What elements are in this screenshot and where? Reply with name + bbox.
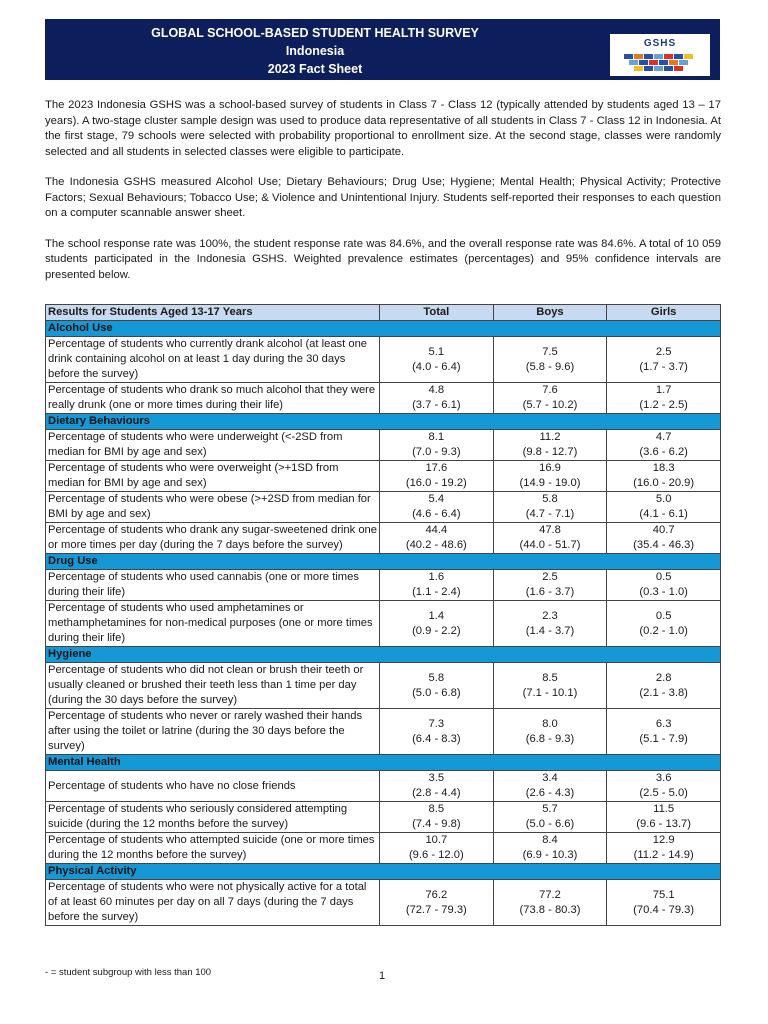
section-row — [46, 755, 721, 771]
table-row — [46, 492, 721, 523]
total-cell — [380, 383, 494, 414]
girls-value: 75.1 — [652, 888, 675, 901]
girls-value: 1.7 — [655, 384, 672, 396]
question-cell: Percentage of students who never or rarely washed their hands after using the toilet or latrine (during the 30 days before the survey) — [46, 709, 380, 755]
boys-value: 77.2 — [539, 888, 561, 901]
girls-value: 40.7 — [652, 524, 675, 536]
intro-paragraph-topics: The Indonesia GSHS measured Alcohol Use; Dietary Behaviours; Drug Use; Hygiene; Mental Health; Physical Activity; Protective Factors; Sexual Behaviours; Tobacco Use; & Violence and Unintentional Injury. Students self-reported their responses to each question on a computer scannable answer sheet. — [45, 176, 721, 219]
boys-cell — [493, 771, 607, 802]
boys-confidence-interval: (5.0 - 6.6) — [525, 818, 575, 830]
total-confidence-interval: (2.8 - 4.4) — [412, 787, 461, 799]
total-confidence-interval: (9.6 - 12.0) — [408, 849, 464, 861]
boys-cell — [493, 570, 607, 601]
total-cell — [380, 771, 494, 802]
column-header-boys: Boys — [493, 305, 607, 321]
fact-sheet-year: 2023 Fact Sheet — [267, 62, 363, 76]
boys-confidence-interval: (6.8 - 9.3) — [525, 732, 575, 745]
total-cell — [380, 601, 494, 647]
question-cell: Percentage of students who did not clean or brush their teeth or usually cleaned or brushed their teeth less than 1 time per day (during the 30 days before the survey) — [46, 663, 380, 709]
girls-confidence-interval: (1.2 - 2.5) — [639, 399, 688, 411]
table-row — [46, 601, 721, 647]
boys-confidence-interval: (1.6 - 3.7) — [525, 586, 575, 598]
table-row — [46, 771, 721, 802]
intro-text — [45, 98, 721, 298]
total-value: 76.2 — [425, 888, 448, 901]
girls-confidence-interval: (2.1 - 3.8) — [639, 686, 688, 699]
girls-value: 0.5 — [655, 609, 672, 622]
girls-value: 11.5 — [653, 803, 675, 815]
girls-confidence-interval: (2.5 - 5.0) — [639, 787, 688, 799]
total-value: 1.6 — [428, 571, 445, 583]
logo-graphic-icon — [610, 34, 710, 76]
total-cell — [380, 663, 494, 709]
table-row — [46, 430, 721, 461]
total-value: 17.6 — [425, 462, 448, 474]
girls-confidence-interval: (70.4 - 79.3) — [633, 903, 695, 916]
boys-cell — [493, 430, 607, 461]
intro-paragraph-design: The 2023 Indonesia GSHS was a school-based survey of students in Class 7 - Class 12 (typically attended by students aged 13 – 17 years). A two-stage cluster sample design was used to produce data representative of all students in Class 7 - Class 12 in Indonesia. At the first stage, 79 schools were selected with probability proportional to enrollment size. At the second stage, classes were randomly selected and all students in selected classes were eligible to participate. — [45, 99, 721, 158]
total-cell — [380, 570, 494, 601]
total-confidence-interval: (0.9 - 2.2) — [412, 624, 461, 637]
question-cell: Percentage of students who currently drank alcohol (at least one drink containing alcohol on at least 1 day during the 30 days before the survey) — [46, 337, 380, 383]
girls-cell — [607, 492, 721, 523]
total-confidence-interval: (7.0 - 9.3) — [412, 446, 461, 458]
boys-value: 16.9 — [539, 462, 561, 474]
table-row — [46, 570, 721, 601]
girls-value: 0.5 — [655, 571, 672, 583]
total-cell — [380, 430, 494, 461]
question-cell: Percentage of students who attempted suicide (one or more times during the 12 months before the survey) — [46, 833, 380, 864]
boys-value: 3.4 — [542, 772, 558, 784]
girls-confidence-interval: (16.0 - 20.9) — [633, 477, 695, 489]
gshs-logo — [610, 34, 710, 76]
boys-cell — [493, 833, 607, 864]
boys-confidence-interval: (14.9 - 19.0) — [519, 477, 581, 489]
girls-cell — [607, 601, 721, 647]
total-confidence-interval: (40.2 - 48.6) — [405, 539, 467, 551]
boys-cell — [493, 663, 607, 709]
girls-cell — [607, 771, 721, 802]
boys-confidence-interval: (5.8 - 9.6) — [525, 360, 575, 373]
boys-cell — [493, 523, 607, 554]
total-value: 4.8 — [428, 384, 445, 396]
section-title: Hygiene — [46, 647, 721, 663]
girls-cell — [607, 337, 721, 383]
boys-value: 5.8 — [542, 493, 558, 505]
boys-value: 7.6 — [542, 384, 558, 396]
girls-confidence-interval: (11.2 - 14.9) — [633, 849, 694, 861]
total-value: 5.1 — [428, 345, 445, 358]
total-value: 5.8 — [428, 671, 445, 684]
total-value: 8.1 — [428, 431, 445, 443]
section-title: Alcohol Use — [46, 321, 721, 337]
boys-confidence-interval: (2.6 - 4.3) — [525, 787, 575, 799]
total-confidence-interval: (7.4 - 9.8) — [412, 818, 461, 830]
footnote: - = student subgroup with less than 100 — [45, 967, 212, 978]
table-row — [46, 802, 721, 833]
total-value: 3.5 — [428, 772, 445, 784]
girls-cell — [607, 663, 721, 709]
column-header-girls: Girls — [607, 305, 721, 321]
girls-confidence-interval: (4.1 - 6.1) — [639, 508, 688, 520]
total-confidence-interval: (16.0 - 19.2) — [405, 477, 467, 489]
results-table — [45, 304, 721, 926]
boys-confidence-interval: (44.0 - 51.7) — [519, 539, 581, 551]
boys-value: 2.3 — [542, 609, 558, 622]
section-row — [46, 647, 721, 663]
girls-value: 3.6 — [655, 772, 672, 784]
question-cell: Percentage of students who were underweight (<-2SD from median for BMI by age and sex) — [46, 430, 380, 461]
section-row — [46, 864, 721, 880]
header-banner — [45, 19, 720, 80]
total-confidence-interval: (6.4 - 8.3) — [412, 732, 461, 745]
table-row — [46, 833, 721, 864]
intro-paragraph-response: The school response rate was 100%, the student response rate was 84.6%, and the overall response rate was 84.6%. A total of 10 059 students participated in the Indonesia GSHS. Weighted prevalence estimates (percentages) and 95% confidence intervals are presented below. — [45, 237, 721, 281]
boys-cell — [493, 337, 607, 383]
boys-confidence-interval: (1.4 - 3.7) — [525, 624, 575, 637]
total-cell — [380, 802, 494, 833]
total-value: 5.4 — [428, 493, 445, 505]
girls-confidence-interval: (0.2 - 1.0) — [639, 624, 688, 637]
table-row — [46, 880, 721, 926]
girls-cell — [607, 833, 721, 864]
girls-confidence-interval: (5.1 - 7.9) — [639, 732, 688, 745]
total-cell — [380, 880, 494, 926]
total-cell — [380, 523, 494, 554]
boys-value: 8.4 — [542, 834, 558, 846]
girls-cell — [607, 383, 721, 414]
girls-cell — [607, 430, 721, 461]
girls-cell — [607, 461, 721, 492]
girls-confidence-interval: (3.6 - 6.2) — [639, 446, 688, 458]
boys-confidence-interval: (6.9 - 10.3) — [522, 849, 578, 861]
gshs-logo-text: GSHS — [643, 38, 677, 49]
girls-cell — [607, 880, 721, 926]
total-cell — [380, 833, 494, 864]
table-row — [46, 523, 721, 554]
question-cell: Percentage of students who were not physically active for a total of at least 60 minutes per day on all 7 days (during the 7 days before the survey) — [46, 880, 380, 926]
question-cell: Percentage of students who used amphetamines or methamphetamines for non-medical purposes (one or more times during their life) — [46, 601, 380, 647]
page-number: 1 — [379, 970, 386, 982]
total-confidence-interval: (72.7 - 79.3) — [405, 903, 467, 916]
column-header-question: Results for Students Aged 13-17 Years — [46, 305, 380, 321]
boys-confidence-interval: (73.8 - 80.3) — [519, 903, 581, 916]
section-title: Mental Health — [46, 755, 721, 771]
total-confidence-interval: (3.7 - 6.1) — [412, 399, 461, 411]
boys-value: 47.8 — [539, 524, 561, 536]
table-row — [46, 383, 721, 414]
boys-cell — [493, 880, 607, 926]
boys-cell — [493, 802, 607, 833]
total-cell — [380, 709, 494, 755]
table-row — [46, 337, 721, 383]
total-value: 7.3 — [428, 717, 445, 730]
total-confidence-interval: (4.0 - 6.4) — [412, 360, 461, 373]
total-value: 1.4 — [428, 609, 445, 622]
boys-value: 7.5 — [542, 345, 558, 358]
question-cell: Percentage of students who were obese (>+2SD from median for BMI by age and sex) — [46, 492, 380, 523]
section-row — [46, 414, 721, 430]
girls-cell — [607, 570, 721, 601]
girls-confidence-interval: (0.3 - 1.0) — [639, 586, 688, 598]
question-cell: Percentage of students who drank so much alcohol that they were really drunk (one or more times during their life) — [46, 383, 380, 414]
total-value: 10.7 — [425, 834, 448, 846]
section-row — [46, 321, 721, 337]
girls-confidence-interval: (35.4 - 46.3) — [633, 539, 695, 551]
boys-cell — [493, 383, 607, 414]
total-cell — [380, 461, 494, 492]
boys-value: 11.2 — [539, 431, 561, 443]
girls-cell — [607, 523, 721, 554]
girls-confidence-interval: (9.6 - 13.7) — [636, 818, 692, 830]
boys-confidence-interval: (4.7 - 7.1) — [525, 508, 575, 520]
total-value: 8.5 — [428, 803, 445, 815]
boys-value: 2.5 — [542, 571, 558, 583]
total-value: 44.4 — [425, 524, 448, 536]
boys-cell — [493, 601, 607, 647]
girls-value: 12.9 — [652, 834, 675, 846]
total-cell — [380, 337, 494, 383]
survey-title: GLOBAL SCHOOL-BASED STUDENT HEALTH SURVEY — [151, 26, 479, 40]
boys-value: 8.5 — [542, 671, 558, 684]
table-header-row — [46, 305, 721, 321]
boys-confidence-interval: (9.8 - 12.7) — [522, 446, 578, 458]
girls-cell — [607, 709, 721, 755]
total-confidence-interval: (1.1 - 2.4) — [412, 586, 461, 598]
boys-value: 5.7 — [542, 803, 558, 815]
boys-cell — [493, 492, 607, 523]
question-cell: Percentage of students who have no close friends — [46, 771, 380, 802]
section-title: Dietary Behaviours — [46, 414, 721, 430]
question-cell: Percentage of students who were overweight (>+1SD from median for BMI by age and sex) — [46, 461, 380, 492]
column-header-total: Total — [380, 305, 494, 321]
table-row — [46, 709, 721, 755]
girls-value: 18.3 — [652, 462, 675, 474]
table-row — [46, 461, 721, 492]
girls-cell — [607, 802, 721, 833]
question-cell: Percentage of students who used cannabis (one or more times during their life) — [46, 570, 380, 601]
total-confidence-interval: (5.0 - 6.8) — [412, 686, 461, 699]
results-body — [46, 321, 721, 926]
boys-confidence-interval: (7.1 - 10.1) — [522, 686, 578, 699]
boys-value: 8.0 — [542, 717, 558, 730]
boys-confidence-interval: (5.7 - 10.2) — [522, 399, 578, 411]
question-cell: Percentage of students who drank any sugar-sweetened drink one or more times per day (during the 7 days before the survey) — [46, 523, 380, 554]
section-row — [46, 554, 721, 570]
country-name: Indonesia — [285, 44, 345, 58]
girls-value: 5.0 — [655, 493, 672, 505]
girls-value: 4.7 — [655, 431, 672, 443]
section-title: Drug Use — [46, 554, 721, 570]
table-row — [46, 663, 721, 709]
girls-value: 2.5 — [655, 345, 672, 358]
boys-cell — [493, 709, 607, 755]
girls-value: 6.3 — [655, 717, 672, 730]
question-cell: Percentage of students who seriously considered attempting suicide (during the 12 months before the survey) — [46, 802, 380, 833]
girls-value: 2.8 — [655, 671, 672, 684]
girls-confidence-interval: (1.7 - 3.7) — [639, 360, 688, 373]
header-titles — [45, 24, 585, 78]
boys-cell — [493, 461, 607, 492]
total-cell — [380, 492, 494, 523]
total-confidence-interval: (4.6 - 6.4) — [412, 508, 461, 520]
section-title: Physical Activity — [46, 864, 721, 880]
